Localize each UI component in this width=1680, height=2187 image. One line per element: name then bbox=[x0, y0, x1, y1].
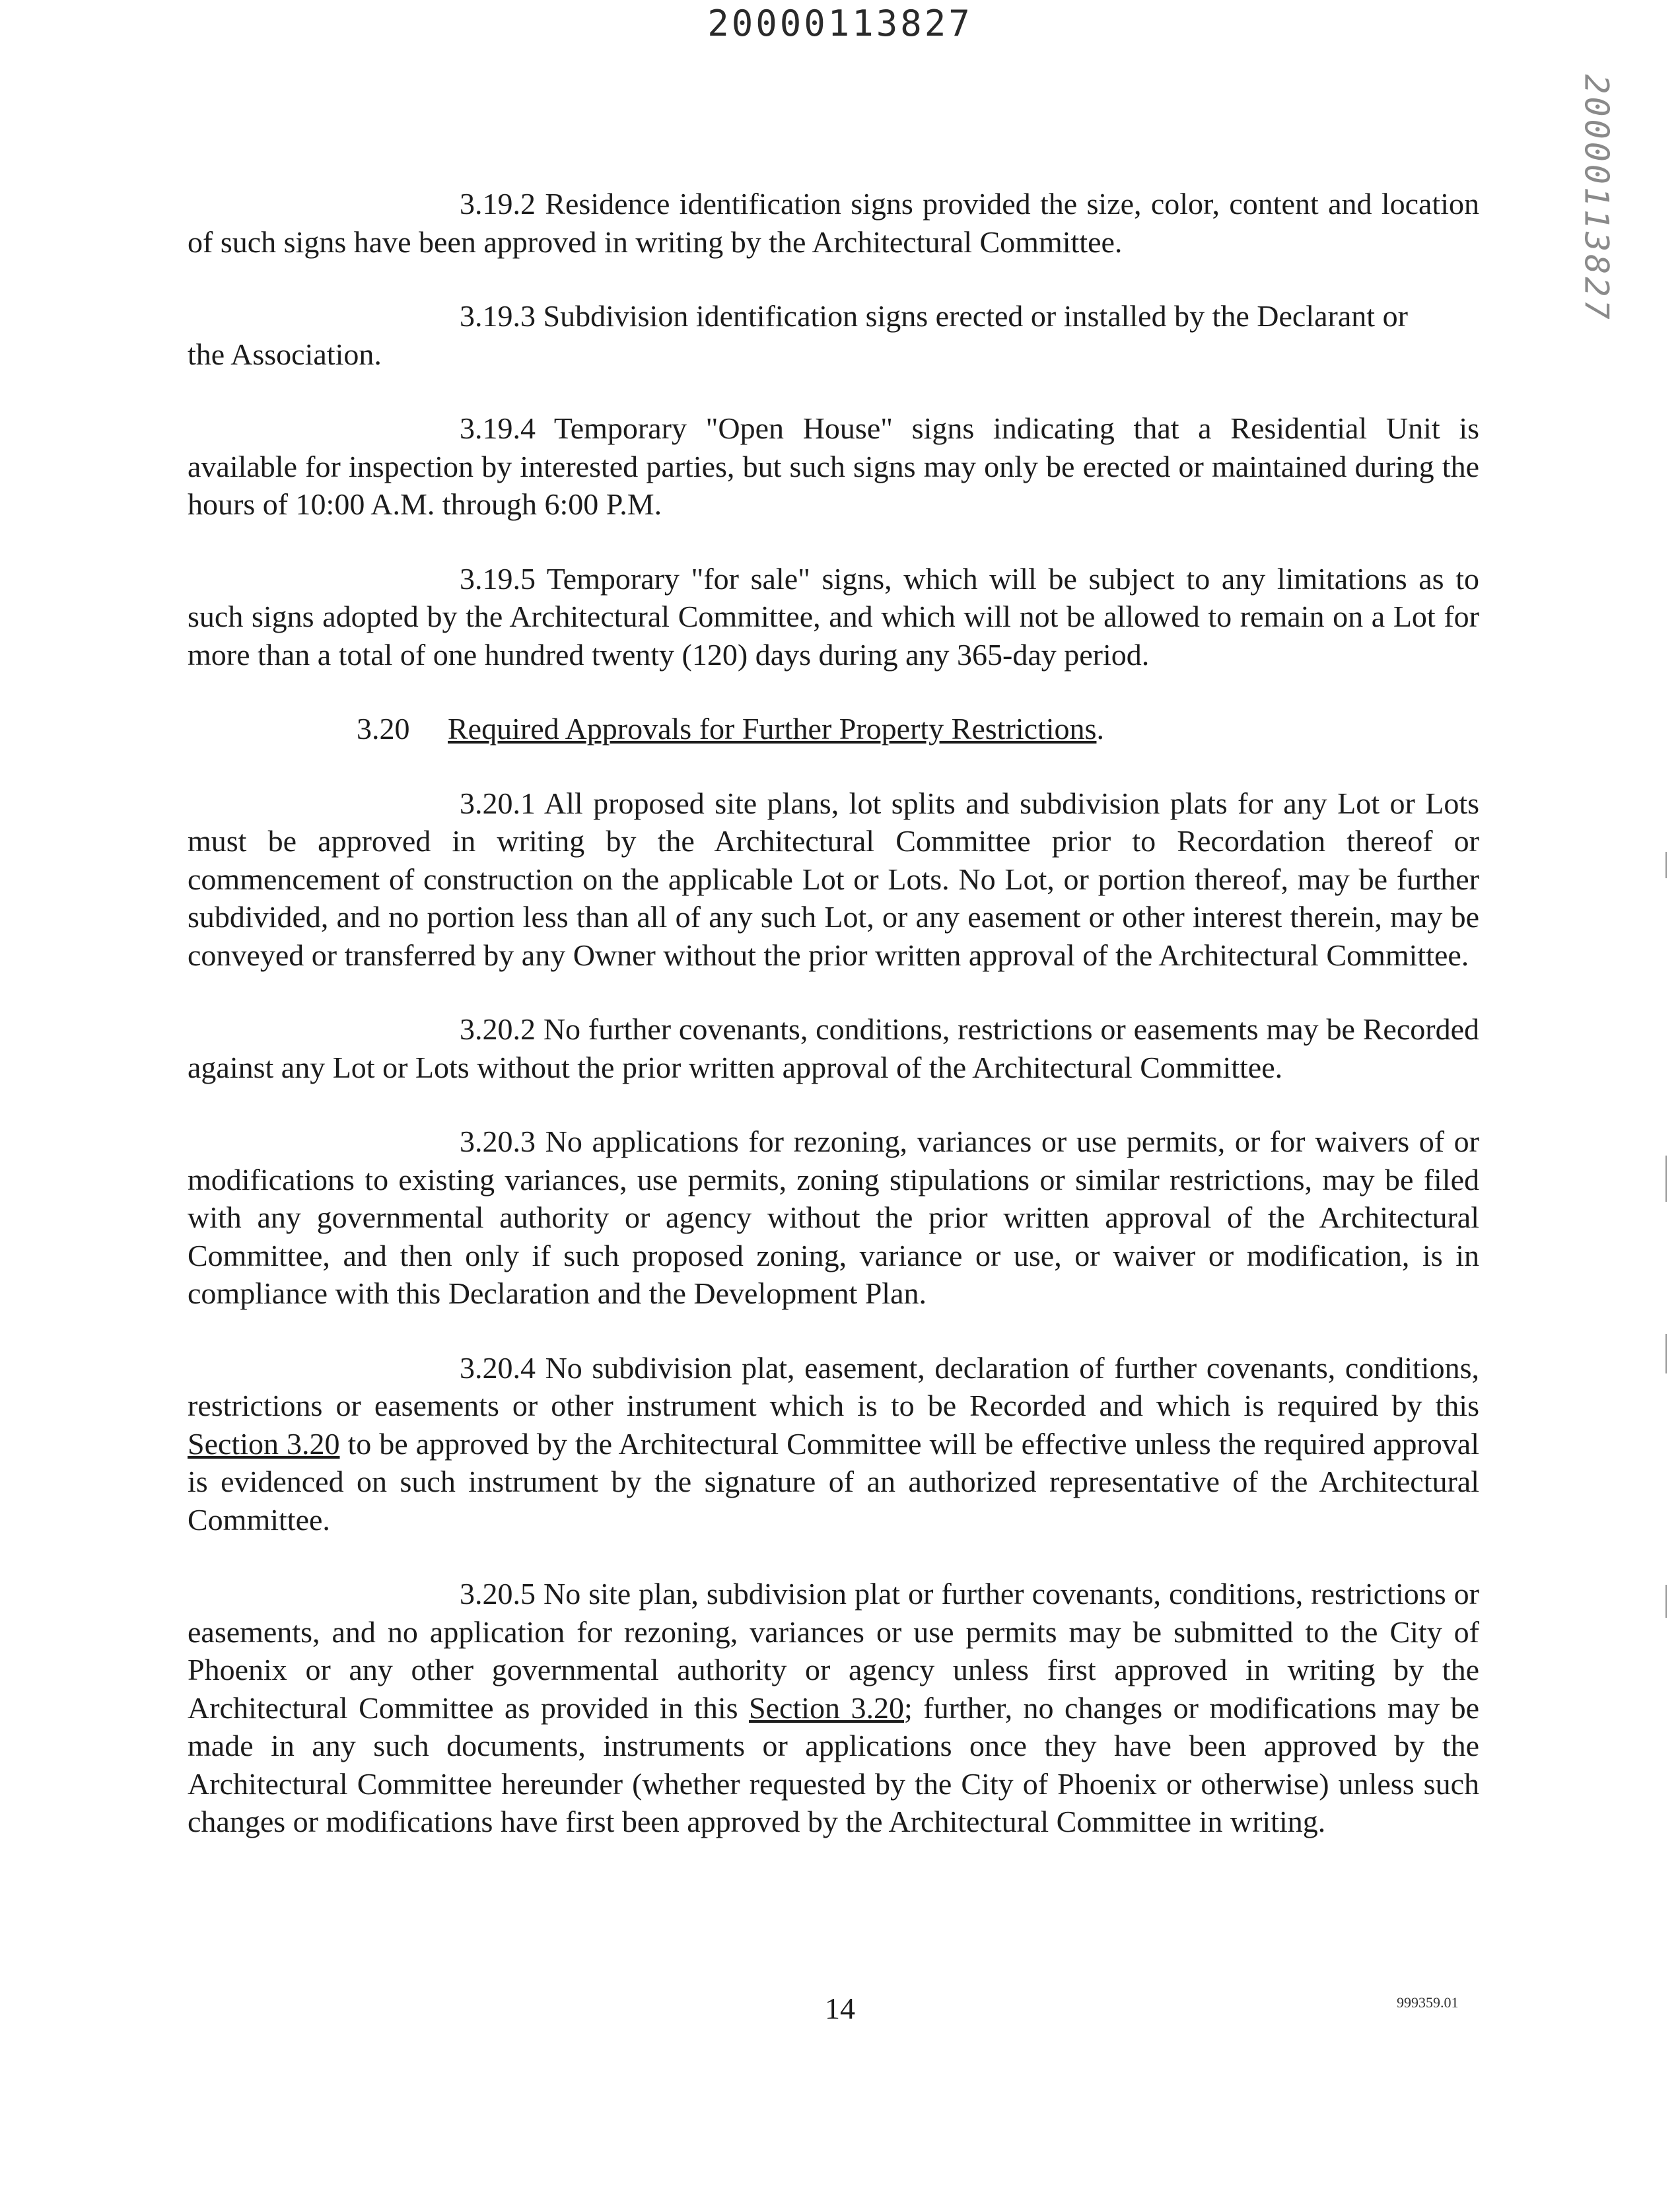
paragraph-3-20-5 bbox=[188, 1575, 1479, 1841]
side-stamp-text: 20000113827 bbox=[1578, 74, 1617, 322]
scan-edge-mark bbox=[1665, 1334, 1667, 1373]
paragraph-3-19-4 bbox=[188, 409, 1479, 524]
side-recording-stamp bbox=[1570, 74, 1623, 322]
paragraph-3-20-3 bbox=[188, 1123, 1479, 1313]
paragraph-text-a: 3.20.5 No site plan, subdivision plat or further covenants, conditions, restrictions or easements, and no application for rezoning, variances or use permits may be submitted to the City of Phoenix or any other governmental authority or agency unless first approved in writing by the Architectural Committee as provided in this bbox=[188, 1577, 1479, 1725]
section-heading-3-20 bbox=[188, 710, 1479, 748]
section-reference: Section 3.20 bbox=[749, 1690, 904, 1725]
section-title-period: . bbox=[1096, 712, 1104, 746]
paragraph-text-b: to be approved by the Architectural Committee will be effective unless the required approval is evidenced on such instrument by the signature of an authorized representative of the Architectural Committee. bbox=[188, 1426, 1479, 1537]
paragraph-text: 3.20.3 No applications for rezoning, variances or use permits, or for waivers of or modifications to existing variances, use permits, zoning stipulations or similar restrictions, may be filed with any governmental authority or agency without the prior written approval of the Architectural Committee, and then only if such proposed zoning, variance or use, or waiver or modification, is in compliance with this Declaration and the Development Plan. bbox=[188, 1125, 1479, 1310]
scan-edge-mark bbox=[1665, 852, 1667, 878]
section-title: Required Approvals for Further Property Restrictions bbox=[448, 712, 1097, 746]
document-body bbox=[188, 185, 1479, 1877]
paragraph-text: 3.19.5 Temporary "for sale" signs, which will be subject to any limitations as to such signs adopted by the Architectural Committee, and which will not be allowed to remain on a Lot for more than a total of one hundred twenty (120) days during any 365-day period. bbox=[188, 561, 1479, 672]
paragraph-text-a: 3.20.4 No subdivision plat, easement, declaration of further covenants, conditions, restrictions or easements or other instrument which is to be Recorded and which is required by this bbox=[188, 1350, 1479, 1422]
paragraph-text: 3.19.2 Residence identification signs provided the size, color, content and location of such signs have been approved in writing by the Architectural Committee. bbox=[188, 187, 1479, 259]
paragraph-text-b: ; further, no changes or modifications may be made in any such documents, instruments or applications once they have been approved by the Architectural Committee hereunder (whether requested by the City of Phoenix or otherwise) unless such changes or modifications have first been approved by the Architectural Committee in writing. bbox=[188, 1690, 1479, 1838]
section-number: 3.20 bbox=[357, 712, 410, 746]
paragraph-3-20-2 bbox=[188, 1010, 1479, 1086]
paragraph-3-19-2 bbox=[188, 185, 1479, 261]
paragraph-3-19-5 bbox=[188, 560, 1479, 674]
document-code: 999359.01 bbox=[1397, 1994, 1459, 2011]
paragraph-line-2: the Association. bbox=[188, 337, 382, 371]
paragraph-text: 3.20.2 No further covenants, conditions, restrictions or easements may be Recorded against any Lot or Lots without the prior written approval of the Architectural Committee. bbox=[188, 1012, 1479, 1084]
recording-number: 20000113827 bbox=[707, 3, 973, 44]
paragraph-line-1: 3.19.3 Subdivision identification signs erected or installed by the Declarant or bbox=[460, 299, 1408, 333]
paragraph-3-20-1 bbox=[188, 784, 1479, 975]
paragraph-text: 3.19.4 Temporary "Open House" signs indicating that a Residential Unit is available for inspection by interested parties, but such signs may only be erected or maintained during the hours of 10:00 A.M. through 6:00 P.M. bbox=[188, 411, 1479, 521]
paragraph-text: 3.20.1 All proposed site plans, lot splits and subdivision plats for any Lot or Lots must be approved in writing by the Architectural Committee prior to Recordation thereof or commencement of construction on the applicable Lot or Lots. No Lot, or portion thereof, may be further subdivided, and no portion less than all of any such Lot, or any easement or other interest therein, may be conveyed or transferred by any Owner without the prior written approval of the Architectural Committee. bbox=[188, 786, 1479, 972]
paragraph-3-20-4 bbox=[188, 1349, 1479, 1539]
page-number: 14 bbox=[825, 1992, 855, 2025]
scan-edge-mark bbox=[1665, 1156, 1667, 1202]
paragraph-3-19-3 bbox=[188, 297, 1479, 373]
scan-edge-mark bbox=[1665, 1585, 1667, 1618]
section-reference: Section 3.20 bbox=[188, 1426, 340, 1461]
